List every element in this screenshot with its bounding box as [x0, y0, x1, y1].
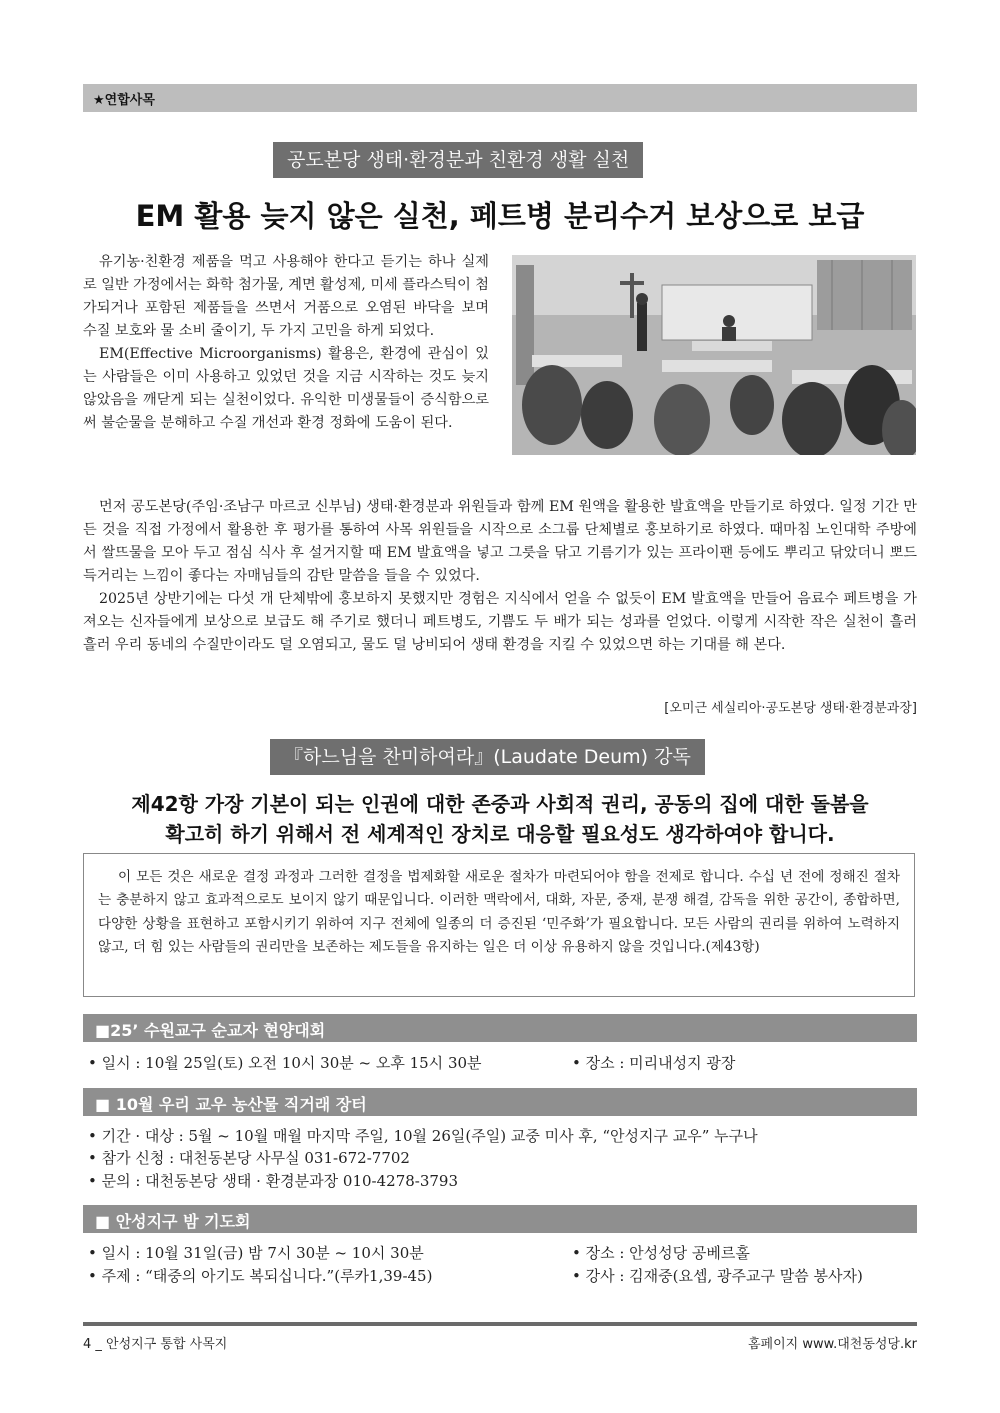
- notice-martyrs-date: • 일시 : 10월 25일(토) 오전 10시 30분 ~ 오후 15시 30분: [88, 1054, 482, 1072]
- article1-intro-column: [83, 251, 489, 435]
- section-header-bar: [83, 84, 917, 112]
- article1-headline: EM 활용 늦지 않은 실천, 페트병 분리수거 보상으로 보급: [135, 199, 865, 233]
- article1-photo: [512, 255, 916, 455]
- notice-market-title: ■ 10월 우리 교우 농산물 직거래 장터: [95, 1095, 367, 1114]
- article2-subhead-line2: 확고히 하기 위해서 전 세계적인 장치로 대응할 필요성도 생각하여야 합니다.: [165, 822, 835, 846]
- footer-rule: [83, 1322, 917, 1326]
- notice-prayer-theme: • 주제 : “태중의 아기도 복되십니다.”(루카1,39-45): [88, 1267, 433, 1285]
- notice-martyrs-bar: [83, 1014, 917, 1042]
- article1-para1: 유기농·친환경 제품을 먹고 사용해야 한다고 듣기는 하나 실제로 일반 가정에서는 화학 첨가물, 계면 활성제, 미세 플라스틱이 첨가되거나 포함된 제품들을 쓰면서 거품으로 오염된 바닥을 보며 수질 보호와 물 소비 줄이기, 두 가지 고민을 하게 되었다.: [83, 254, 489, 339]
- laudate-deum-quote-box: [83, 853, 915, 997]
- article1-credit: [오미근 세실리아·공도본당 생태·환경분과장]: [664, 701, 917, 716]
- footer-homepage-link[interactable]: 홈페이지 www.대천동성당.kr: [748, 1337, 917, 1352]
- article2-kicker: 『하느님을 찬미하여라』(Laudate Deum) 강독: [270, 739, 705, 775]
- section-header-label: ★연합사목: [93, 93, 155, 108]
- article1-para2: EM(Effective Microorganisms) 활용은, 환경에 관심이 있는 사람들은 이미 사용하고 있었던 것을 지금 시작하는 것도 늦지 않았음을 깨닫게 되는 실천이었다. 유익한 미생물들이 증식함으로써 불순물을 분해하고 수질 개선과 환경 정화에 도움이 된다.: [83, 346, 489, 431]
- notice-market-contact: • 문의 : 대천동본당 생태 · 환경분과장 010-4278-3793: [88, 1172, 459, 1190]
- article1-para4: 2025년 상반기에는 다섯 개 단체밖에 홍보하지 못했지만 경험은 지식에서 얻을 수 없듯이 EM 발효액을 만들어 음료수 페트병을 가져오는 신자들에게 보상으로 보급도 해 주기로 했더니 페트병도, 기쁨도 두 배가 되는 성과를 얻었다. 이렇게 시작한 작은 실천이 흘러 흘러 우리 동네의 수질만이라도 덜 오염되고, 물도 덜 낭비되어 생태 환경을 지킬 수 있었으면 하는 기대를 해 본다.: [83, 591, 917, 653]
- article2-subhead-line1: 제42항 가장 기본이 되는 인권에 대한 존중과 사회적 권리, 공동의 집에 대한 돌봄을: [131, 792, 869, 816]
- notice-market-bar: [83, 1088, 917, 1116]
- notice-martyrs-title: ■25’ 수원교구 순교자 현양대회: [95, 1021, 326, 1040]
- notice-prayer-date: • 일시 : 10월 31일(금) 밤 7시 30분 ~ 10시 30분: [88, 1244, 424, 1262]
- classroom-photo-illustration: [512, 255, 916, 455]
- laudate-deum-quote-text: 이 모든 것은 새로운 결정 과정과 그러한 결정을 법제화할 새로운 절차가 마련되어야 함을 전제로 합니다. 수십 년 전에 정해진 절차는 충분하지 않고 효과적으로도 보이지 않기 때문입니다. 이러한 맥락에서, 대화, 자문, 중재, 분쟁 해결, 감독을 위한 공간이, 종합하면, 다양한 상황을 표현하고 포함시키기 위하여 지구 전체에 일종의 더 증진된 ‘민주화’가 필요합니다. 모든 사람의 권리를 위하여 노력하지 않고, 더 힘 있는 사람들의 권리만을 보존하는 제도들을 유지하는 일은 더 이상 유용하지 않을 것입니다.(제43항): [98, 869, 900, 956]
- notice-martyrs-place: • 장소 : 미리내성지 광장: [572, 1054, 736, 1072]
- article1-main-column: [83, 496, 917, 657]
- notice-prayer-place: • 장소 : 안성성당 공베르홀: [572, 1244, 750, 1262]
- notice-prayer-bar: [83, 1205, 917, 1233]
- notice-market-signup: • 참가 신청 : 대천동본당 사무실 031-672-7702: [88, 1149, 410, 1167]
- article1-kicker: 공도본당 생태·환경분과 친환경 생활 실천: [273, 142, 643, 178]
- notice-market-period: • 기간 · 대상 : 5월 ~ 10월 매월 마지막 주일, 10월 26일(주일) 교중 미사 후, “안성지구 교우” 누구나: [88, 1127, 758, 1145]
- notice-prayer-title: ■ 안성지구 밤 기도회: [95, 1212, 251, 1231]
- article1-para3: 먼저 공도본당(주임·조남구 마르코 신부님) 생태·환경분과 위원들과 함께 EM 원액을 활용한 발효액을 만들기로 하였다. 일정 기간 만든 것을 직접 가정에서 활용한 후 평가를 통하여 사목 위원들을 시작으로 소그룹 단체별로 홍보하기로 하였다. 때마침 노인대학 주방에서 쌀뜨물을 모아 두고 점심 식사 후 설거지할 때 EM 발효액을 넣고 그릇을 닦고 기름기가 있는 프라이팬 등에도 뿌리고 닦았더니 뽀드득거리는 느낌이 좋다는 자매님들의 감탄 말씀을 들을 수 있었다.: [83, 499, 917, 584]
- footer-page-label: 4 _ 안성지구 통합 사목지: [83, 1337, 228, 1352]
- notice-prayer-speaker: • 강사 : 김재중(요셉, 광주교구 말씀 봉사자): [572, 1267, 863, 1285]
